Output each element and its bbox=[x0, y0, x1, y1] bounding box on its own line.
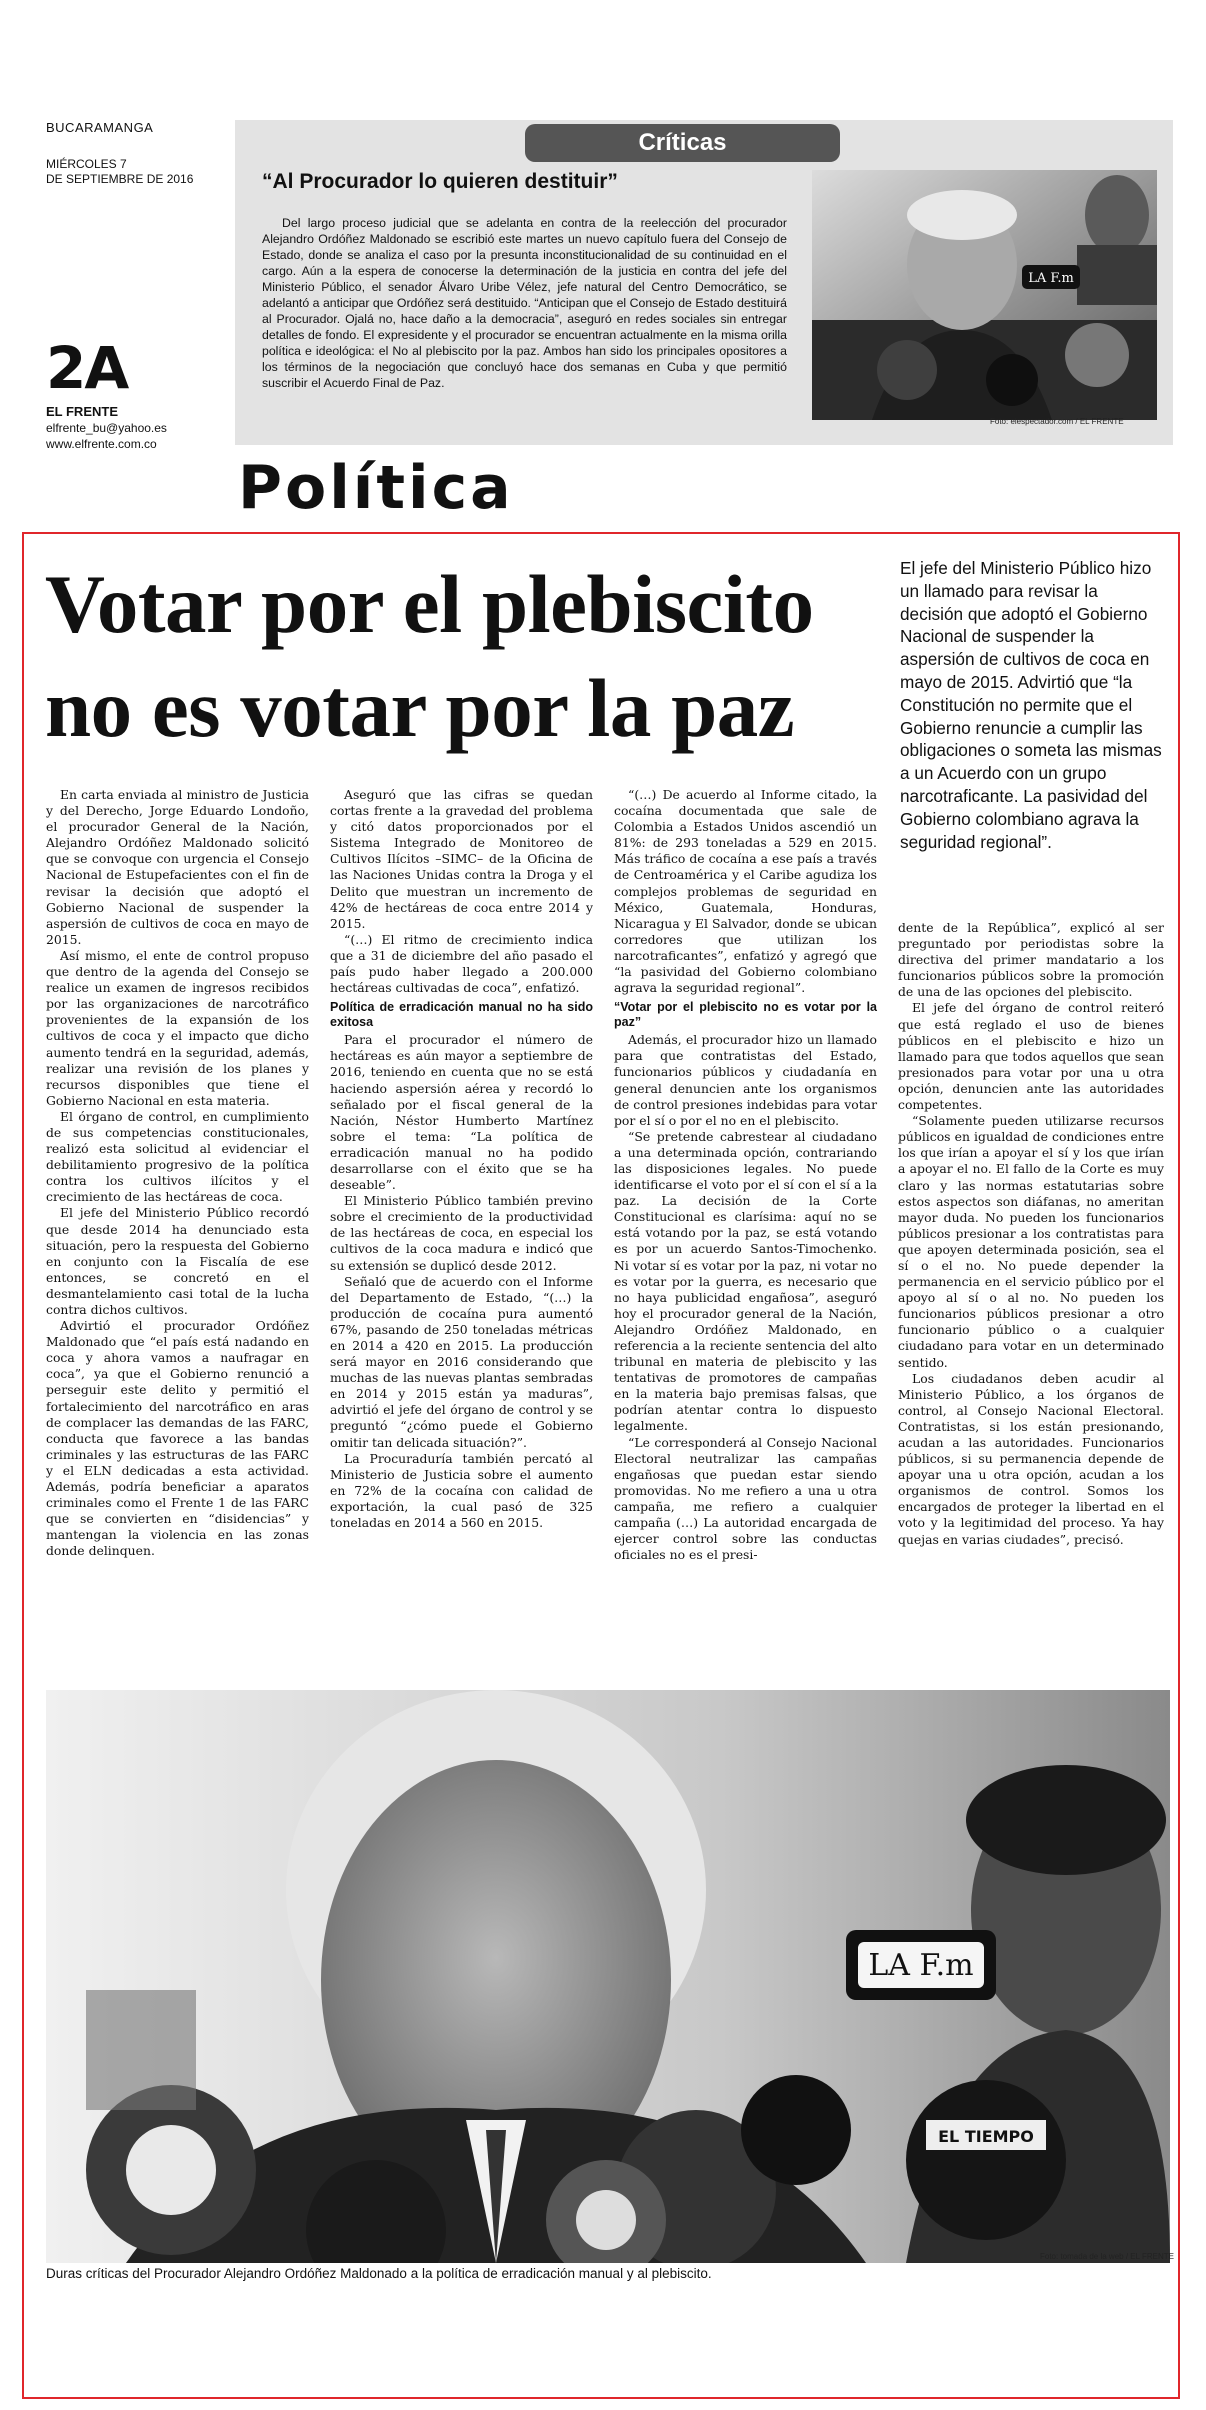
paragraph: Además, el procurador hizo un llamado para que contratistas del Estado, funcionarios públicos y ciudadanía en general denuncien ante los organismos de control presiones indebidas para votar por el sí o por el no en el plebiscito. bbox=[614, 1032, 877, 1128]
paragraph: El órgano de control, en cumplimiento de sus competencias constitucionales, realizó esta solicitud al evidenciar el debilitamiento progresivo de la política contra los cultivos ilícitos y el crecimiento de las hectáreas de coca. bbox=[46, 1108, 309, 1205]
paragraph: En carta enviada al ministro de Justicia y del Derecho, Jorge Eduardo Londoño, el procurador General de la Nación, Alejandro Ordóñez Maldonado solicitó que se convoque con urgencia el Consejo Nacional de Estupefacientes con el fin de revisar la decisión que adoptó el Gobierno Nacional de suspender la aspersión de cultivos de coca en mayo de 2015. bbox=[46, 787, 309, 947]
criticas-photo-credit: Foto: elespectador.com / EL FRENTE bbox=[990, 417, 1124, 426]
paragraph: La Procuraduría también percató al Ministerio de Justicia sobre el aumento en 72% de la cocaína con calidad de exportación, la cual pasó de 325 toneladas en 2014 a 560 en 2015. bbox=[330, 1450, 593, 1531]
microphone-el-tiempo bbox=[906, 2080, 1066, 2240]
paragraph: “Le corresponderá al Consejo Nacional Electoral neutralizar las campañas engañosas que puedan estar siendo promovidas. No me refiero a una u otra campaña, me refiero a cualquier campaña (…) La autoridad encargada de ejercer control sobre las conductas oficiales no es el presi- bbox=[614, 1434, 877, 1563]
article-column-3 bbox=[614, 787, 877, 1563]
date bbox=[46, 157, 226, 187]
paragraph: “(…) De acuerdo al Informe citado, la cocaína documentada que sale de Colombia a Estados Unidos ascendió un 81%: de 293 toneladas a 529 en 2015. Más tráfico de cocaína a ese país a través de Centroamérica y el Caribe agudiza los complejos problemas de seguridad en México, Guatemala, Honduras, Nicaragua y El Salvador, donde se ubican corredores que utilizan los narcotraficantes”, enfatizó y agregó que “la pasividad del Gobierno colombiano agrava la seguridad regional”. bbox=[614, 787, 877, 996]
paragraph: Señaló que de acuerdo con el Informe del Departamento de Estado, “(…) la producción de cocaína pura aumentó 67%, pasando de 250 toneladas métricas en 2014 a 420 en 2015. La producción será mayor en 2016 considerando que muchas de las nuevas plantas sembradas en 2014 y 2015 están ya maduras”, advirtió el jefe del órgano de control y se preguntó “¿cómo puede el Gobierno omitir tan delicada situación?”. bbox=[330, 1273, 593, 1450]
article-photo-caption: Duras críticas del Procurador Alejandro Ordóñez Maldonado a la política de erradicación manual y al plebiscito. bbox=[46, 2266, 712, 2281]
article-photo-credit: Foto: tomada de la web / EL FRENTE bbox=[1040, 2252, 1174, 2261]
paragraph: El jefe del órgano de control reiteró que está reglado el uso de bienes públicos en el plebiscito e hizo un llamado para que todos aquellos que sean presionados para votar por una u otra opción, denuncien ante las autoridades competentes. bbox=[898, 1000, 1164, 1113]
paragraph: El jefe del Ministerio Público recordó que desde 2014 ha denunciado esta situación, pero la respuesta del Gobierno en conjunto con la Fiscalía de ese entonces, se concretó en el desmantelamiento casi total de la lucha contra dichos cultivos. bbox=[46, 1205, 309, 1317]
article-column-2 bbox=[330, 787, 593, 1531]
paragraph: Aseguró que las cifras se quedan cortas frente a la gravedad del problema y citó datos proporcionados por el Sistema Integrado de Monitoreo de Cultivos Ilícitos –SIMC– de la Oficina de las Naciones Unidas contra la Droga y el Delito que muestran un incremento de 42% de hectáreas de coca entre 2014 y 2015. bbox=[330, 787, 593, 931]
paragraph: El Ministerio Público también previno sobre el crecimiento de la productividad de las hectáreas de coca, en especial los cultivos de la coca madura e indicó que su extensión se duplicó desde 2012. bbox=[330, 1193, 593, 1273]
paragraph: “Se pretende cabrestear al ciudadano a una determinada opción, contrariando las disposiciones legales. No puede identificarse el voto por el sí con el sí a la paz. La decisión de la Corte Constitucional es clarísima: aquí no se está votando por la paz, se está votando es por un acuerdo Santos-Timochenko. Ni votar sí es votar por la paz, ni votar no es votar por la guerra, es necesario que no haya publicidad engañosa”, aseguró hoy el procurador general de la Nación, Alejandro Ordóñez Maldonado, en referencia a la reciente sentencia del alto tribunal en materia de plebiscito y las tentativas de promotores de campañas en la materia bajo premisas falsas, que podrían atentar contra lo dispuesto legalmente. bbox=[614, 1128, 877, 1434]
masthead bbox=[46, 120, 226, 187]
article-photo-image bbox=[46, 1690, 1170, 2263]
publication-name: EL FRENTE bbox=[46, 404, 118, 419]
section-title: Política bbox=[238, 453, 514, 523]
criticas-label: Críticas bbox=[525, 124, 840, 162]
article-headline: Votar por el plebiscito no es votar por la paz bbox=[45, 558, 814, 754]
date-line-2: DE SEPTIEMBRE DE 2016 bbox=[46, 172, 194, 186]
criticas-photo-image bbox=[812, 170, 1157, 420]
paragraph: Los ciudadanos deben acudir al Ministerio Público, a los órganos de control, al Consejo Nacional Electoral. Contratistas, si los están presionando, acudan a las autoridades. Funcionarios públicos, si su permanencia depende de apoyar una u otra opción, acudan a los organismos de control. Somos los encargados de proteger la libertad en el voto y la legitimidad del proceso. Ya hay quejas en varias ciudades”, precisó. bbox=[898, 1370, 1164, 1547]
article-photo bbox=[46, 1690, 1170, 2263]
subheading: Política de erradicación manual no ha sido exitosa bbox=[330, 1000, 593, 1030]
publication-website[interactable]: www.elfrente.com.co bbox=[46, 437, 157, 451]
paragraph: “(…) El ritmo de crecimiento indica que a 31 de diciembre del año pasado el país pudo haber llegado a 200.000 hectáreas cultivadas de coca”, enfatizó. bbox=[330, 931, 593, 996]
article-column-4 bbox=[898, 920, 1164, 1548]
criticas-text: Del largo proceso judicial que se adelanta en contra de la reelección del procurador Alejandro Ordóñez Maldonado se escribió este martes un nuevo capítulo fuera del Consejo de Estado, donde se analiza el caso por la presunta inconstitucionalidad de su continuidad en el cargo. Aún a la espera de conocerse la determinación de la justicia en contra del jefe del Ministerio Público, el senador Álvaro Uribe Vélez, jefe natural del Centro Democrático, se adelantó a anticipar que Ordóñez será destituido. “Anticipan que el Consejo de Estado destituirá al Procurador. Ojalá no, hace daño a la democracia”, aseguró en redes sociales sin entregar detalles de fondo. El expresidente y el procurador se encuentran actualmente en la misma orilla política e ideológica: el No al plebiscito por la paz. Ambos han sido los principales opositores a los términos de la negociación que concluyó hace dos semanas en Cuba y que permitió suscribir el Acuerdo Final de Paz. bbox=[262, 216, 787, 390]
microphone-la-fm bbox=[846, 1930, 996, 2000]
mic-label: LA F.m bbox=[868, 1948, 974, 1983]
publication-email[interactable]: elfrente_bu@yahoo.es bbox=[46, 421, 167, 435]
date-line-1: MIÉRCOLES 7 bbox=[46, 157, 127, 171]
article-pullquote: El jefe del Ministerio Público hizo un llamado para revisar la decisión que adoptó el Gobierno Nacional de suspender la aspersión de cultivos de coca en mayo de 2015. Advirtió que “la Constitución no permite que el Gobierno renuncie a cumplir las obligaciones o someta las mismas a un Acuerdo con un grupo narcotraficante. La pasividad del Gobierno colombiano agrava la seguridad regional”. bbox=[900, 558, 1162, 852]
page-number: 2A bbox=[46, 334, 128, 402]
paragraph: “Solamente pueden utilizarse recursos públicos en igualdad de condiciones entre los que irían a apoyar el sí y los que irían a apoyar el no. El fallo de la Corte es muy claro y las normas estatutarias sobre estos aspectos son diáfanas, no ameritan mayor duda. No pueden los funcionarios públicos presionar a los contratistas para que apoyen determinada posición, sea el sí o el no. No puede depender la permanencia en el servicio público por el apoyo al sí o al no. No pueden los funcionarios públicos presionar a otro funcionario público o a cualquier ciudadano para votar en un determinado sentido. bbox=[898, 1113, 1164, 1370]
paragraph: Advirtió el procurador Ordóñez Maldonado que “el país está nadando en coca y ahora vamos a naufragar en coca”, ya que el Gobierno renunció a perseguir este delito y permitió el fortalecimiento del narcotráfico en aras de complacer las demandas de las FARC, conducta que favorece a las bandas criminales y las estructuras de las FARC y el ELN dedicadas a esta actividad. Además, podría beneficiar a aparatos criminales como el Frente 1 de las FARC que se convierten en “disidencias” y mantengan la violencia en las zonas donde delinquen. bbox=[46, 1318, 309, 1559]
subheading: “Votar por el plebiscito no es votar por la paz” bbox=[614, 1000, 877, 1030]
city: BUCARAMANGA bbox=[46, 120, 154, 135]
criticas-title: “Al Procurador lo quieren destituir” bbox=[262, 170, 618, 193]
paragraph: dente de la República”, explicó al ser preguntado por periodistas sobre la directiva del primer mandatario a los funcionarios públicos sobre la promoción de una de las opciones del plebiscito. bbox=[898, 920, 1164, 1000]
article-column-1 bbox=[46, 787, 309, 1560]
criticas-photo bbox=[812, 170, 1157, 420]
paragraph: Para el procurador el número de hectáreas es aún mayor a septiembre de 2016, teniendo en cuenta que no se está haciendo aspersión aérea y recordó lo señalado por el fiscal general de la Nación, Néstor Humberto Martínez sobre el tema: “La política de erradicación manual no ha podido desarrollarse con el éxito que se ha deseable”. bbox=[330, 1032, 593, 1193]
paragraph: Así mismo, el ente de control propuso que dentro de la agenda del Consejo se realice un examen de ingresos recibidos por las organizaciones de narcotráfico provenientes de la expansión de los cultivos de coca y el impacto que dicho aumento tendrá en la seguridad, además, realizar una revisión de los planes y recursos disponibles que tiene el Gobierno Nacional en esta materia. bbox=[46, 947, 309, 1108]
criticas-mic-logo: LA F.m bbox=[1028, 271, 1074, 286]
mic-label: EL TIEMPO bbox=[938, 2127, 1034, 2146]
